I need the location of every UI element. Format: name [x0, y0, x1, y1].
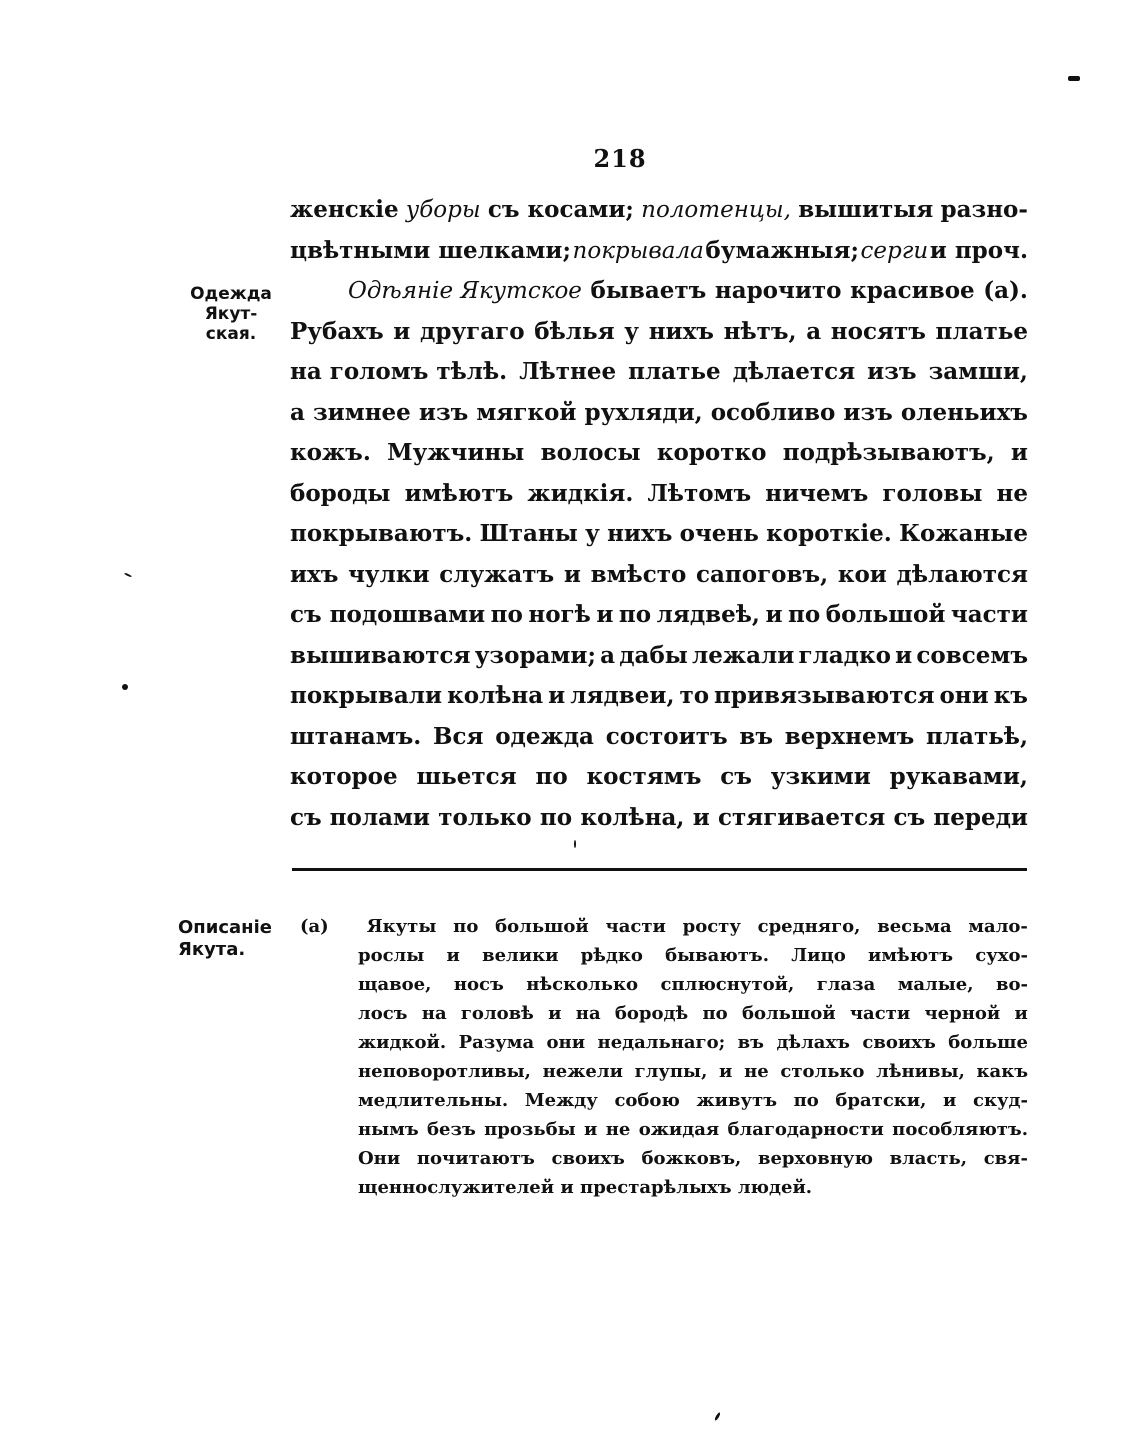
word: власть,	[889, 1148, 968, 1169]
word: по	[490, 601, 523, 628]
word: рослы	[358, 945, 425, 966]
word: вышиваются	[290, 641, 471, 669]
scan-speck	[574, 840, 576, 848]
word: больше	[948, 1032, 1028, 1053]
word: и	[692, 803, 710, 831]
word: не	[605, 1119, 631, 1140]
word: головѣ	[460, 1003, 534, 1024]
word: нѣсколько	[526, 974, 639, 995]
word: съ полами	[290, 803, 430, 831]
margin-note-line: Якута.	[178, 939, 246, 960]
word: части	[605, 916, 666, 937]
word: по	[618, 601, 652, 628]
word: кои	[837, 560, 887, 588]
main-body-text	[290, 190, 1028, 838]
word: части	[950, 601, 1028, 628]
word: очень	[679, 520, 759, 547]
word: бываетъ	[590, 277, 707, 304]
word: безъ	[427, 1119, 476, 1140]
text-line	[290, 717, 1028, 758]
word: съ	[893, 803, 926, 831]
word: на голомъ тѣлѣ.	[290, 358, 508, 385]
word: на	[421, 1003, 447, 1024]
word: большой	[741, 1003, 836, 1024]
word: Кожаные	[899, 520, 1028, 547]
word: благодарности	[727, 1119, 884, 1140]
word: колѣна,	[580, 803, 685, 831]
word: нихъ	[648, 317, 714, 345]
text-line	[290, 231, 1028, 272]
word: платье	[628, 358, 721, 385]
word: Якуты	[366, 916, 437, 937]
scan-speck	[714, 1412, 721, 1421]
word: и	[584, 1119, 598, 1140]
word: мягкой	[476, 398, 577, 426]
word: неповоротливы,	[358, 1061, 531, 1082]
word: а	[600, 641, 616, 669]
footnote-divider	[292, 868, 1027, 871]
word: бородѣ	[614, 1003, 689, 1024]
footnote-line	[300, 1144, 1028, 1173]
word: у	[624, 317, 640, 345]
word: они	[546, 1032, 586, 1053]
word: верхнемъ	[784, 722, 915, 750]
word: носъ	[453, 974, 504, 995]
word: колѣна	[447, 682, 544, 709]
footnote-line	[300, 999, 1028, 1028]
word: рѣдко	[580, 945, 643, 966]
word: замши,	[928, 358, 1028, 385]
footnote-line	[300, 970, 1028, 999]
margin-note-clothing	[186, 284, 276, 344]
word: и	[446, 945, 460, 966]
word: съ	[720, 763, 752, 790]
word: костямъ	[586, 763, 702, 790]
word: лядвеѣ,	[656, 601, 760, 628]
footnote	[300, 912, 1028, 1202]
word: и	[548, 1003, 562, 1024]
word: по	[539, 803, 573, 831]
text-line	[290, 798, 1028, 839]
word: весьма	[877, 916, 952, 937]
word: особливо	[710, 398, 836, 426]
word: престарѣлыхъ	[580, 1177, 732, 1198]
word: кожъ.	[290, 439, 371, 466]
word: гладко	[798, 641, 891, 669]
word: покрывала	[572, 237, 704, 264]
word: и	[895, 641, 913, 669]
text-line	[290, 190, 1028, 231]
word: средняго,	[757, 916, 861, 937]
footnote-line	[300, 1028, 1028, 1057]
word: переди	[933, 803, 1028, 831]
text-line	[290, 676, 1028, 717]
word: ничемъ	[765, 479, 869, 507]
text-line	[290, 352, 1028, 393]
word: верховную	[757, 1148, 873, 1169]
footnote-line	[300, 1173, 1028, 1202]
word: Лѣтомъ	[647, 479, 752, 507]
word: а	[290, 398, 305, 426]
footnote-line	[300, 1086, 1028, 1115]
word: оленьихъ	[900, 398, 1028, 426]
word: и	[719, 1061, 733, 1082]
word: уборы	[405, 197, 481, 223]
text-line	[290, 393, 1028, 434]
word: жидкія.	[527, 479, 634, 507]
footnote-line	[300, 941, 1028, 970]
word: одежда	[495, 722, 594, 750]
word: платьѣ,	[925, 722, 1028, 750]
word: лѣнивы,	[876, 1061, 965, 1082]
word: и	[560, 1177, 574, 1198]
word: не	[744, 1061, 769, 1082]
word: узорами;	[474, 641, 596, 669]
word: (а).	[983, 277, 1028, 304]
word: дѣлахъ	[776, 1032, 850, 1053]
word: щеннослужителей	[358, 1177, 555, 1198]
footnote-line	[300, 1115, 1028, 1144]
word: дѣлаются	[896, 560, 1028, 588]
word: Рубахъ	[290, 317, 384, 345]
word: нѣтъ,	[723, 317, 797, 345]
word: велики	[482, 945, 559, 966]
word: привязываются	[714, 682, 935, 709]
word: братски,	[835, 1090, 927, 1111]
word: ожидая	[638, 1119, 720, 1140]
word: покрывали	[290, 682, 443, 709]
word: божковъ,	[641, 1148, 742, 1169]
margin-note-description	[178, 917, 284, 961]
footnote-line	[300, 912, 1028, 941]
word: красивое	[850, 277, 975, 304]
word: только	[438, 803, 532, 831]
word: прозьбы	[484, 1119, 576, 1140]
word: своихъ	[862, 1032, 936, 1053]
word: дабы	[619, 641, 688, 669]
word: по	[702, 1003, 728, 1024]
word: ногѣ	[528, 601, 591, 628]
word: нарочито	[714, 277, 842, 304]
text-line	[290, 514, 1028, 555]
word: собою	[614, 1090, 680, 1111]
word: штанамъ.	[290, 722, 422, 750]
word: имѣютъ	[404, 479, 514, 507]
word: то	[679, 682, 710, 709]
word: малые,	[897, 974, 974, 995]
word: людей.	[737, 1177, 813, 1198]
word: почитаютъ	[416, 1148, 535, 1169]
word: стягивается	[718, 803, 886, 831]
word: служатъ	[439, 560, 555, 588]
word: и	[393, 317, 411, 345]
word: Лицо	[791, 945, 846, 966]
word: къ	[993, 682, 1028, 709]
word: большой	[825, 601, 946, 628]
word: бумажныя;	[705, 236, 859, 264]
word: волосы	[540, 439, 641, 466]
word: состоитъ	[605, 722, 728, 750]
word: большой	[495, 916, 589, 937]
word: лядвеи,	[570, 682, 675, 709]
word: лосъ	[358, 1003, 408, 1024]
word: недальнаго;	[597, 1032, 726, 1053]
word: и	[765, 601, 783, 628]
word: Разума	[458, 1032, 535, 1053]
word: серги	[860, 237, 929, 264]
word: росту	[682, 916, 741, 937]
margin-note-line: Якут-	[204, 304, 258, 324]
word: своихъ	[551, 1148, 625, 1169]
word: Лѣтнее	[519, 358, 617, 385]
word: подрѣзываютъ,	[782, 439, 995, 466]
word: сапоговъ,	[696, 560, 829, 588]
word: части	[849, 1003, 911, 1024]
text-line	[290, 474, 1028, 515]
word: коротко	[656, 439, 767, 466]
word: головы	[882, 479, 983, 507]
word: глупы,	[634, 1061, 708, 1082]
word: свя-	[983, 1148, 1028, 1169]
text-line	[290, 595, 1028, 636]
text-line	[290, 555, 1028, 596]
word: глаза	[816, 974, 876, 995]
word: они	[939, 682, 989, 709]
word: а	[806, 317, 822, 345]
word: и	[548, 682, 566, 709]
word: чулки	[348, 560, 430, 588]
word: живутъ	[696, 1090, 778, 1111]
word: столько	[780, 1061, 865, 1082]
word: сухо-	[975, 945, 1028, 966]
word: другаго	[420, 317, 525, 345]
scan-speck	[122, 684, 128, 690]
word: и	[596, 601, 614, 628]
word: въ	[739, 722, 773, 750]
word: изъ	[418, 398, 469, 426]
text-line	[290, 312, 1028, 353]
word: съ подошвами	[290, 601, 486, 628]
word: жидкой.	[358, 1032, 447, 1053]
word: съ косами;	[487, 196, 634, 223]
word: по	[535, 763, 568, 790]
word: покрываютъ.	[290, 520, 473, 547]
word: бываютъ.	[665, 945, 769, 966]
word: короткіе.	[766, 520, 892, 547]
word: во-	[995, 974, 1028, 995]
word: Между	[524, 1090, 598, 1111]
word: скуд-	[972, 1090, 1028, 1111]
word: и	[563, 560, 581, 588]
word: платье	[935, 317, 1028, 345]
word: Они	[358, 1148, 401, 1169]
word: зимнее	[312, 398, 411, 426]
word: сплюснутой,	[660, 974, 795, 995]
word: по	[788, 601, 821, 628]
word: щавое,	[358, 974, 432, 995]
text-line	[290, 433, 1028, 474]
scan-speck	[1068, 76, 1080, 81]
word: рукавами,	[889, 763, 1028, 790]
word: пособляютъ.	[892, 1119, 1028, 1140]
text-line	[290, 636, 1028, 677]
word: ихъ	[290, 560, 339, 588]
word: имѣютъ	[867, 945, 954, 966]
word: черной	[924, 1003, 1001, 1024]
word: разно-	[940, 196, 1028, 223]
word: рухляди,	[584, 398, 703, 426]
word: совсемъ	[916, 641, 1028, 669]
page-number: 218	[593, 144, 647, 173]
word: и	[1010, 439, 1028, 466]
text-line	[290, 271, 1028, 312]
word: которое	[290, 763, 398, 790]
word: изъ	[867, 358, 917, 385]
word: изъ	[843, 398, 893, 426]
margin-note-line: Описаніе	[178, 917, 272, 938]
word: медлительны.	[358, 1090, 509, 1111]
word: бороды	[290, 479, 391, 507]
word: нымъ	[358, 1119, 419, 1140]
word: дѣлается	[732, 358, 856, 385]
word: по	[453, 916, 479, 937]
word: въ	[737, 1032, 764, 1053]
word: женскіе	[290, 196, 399, 223]
word: цвѣтными шелками;	[290, 236, 571, 264]
word: и проч.	[929, 236, 1028, 264]
word: нежели	[542, 1061, 623, 1082]
footnote-marker: (а)	[300, 916, 329, 937]
word: полотенцы,	[641, 197, 791, 223]
word: вышитыя	[798, 196, 934, 223]
scan-speck	[124, 572, 132, 577]
word: не	[996, 479, 1028, 507]
word: узкими	[770, 763, 871, 790]
margin-note-line: Одежда	[190, 284, 272, 304]
word: мало-	[968, 916, 1028, 937]
text-line	[290, 757, 1028, 798]
word: шьется	[416, 763, 517, 790]
word: у	[585, 520, 600, 547]
word: Вся	[433, 722, 484, 750]
word: вмѣсто	[590, 560, 687, 588]
word: и	[1014, 1003, 1028, 1024]
word: нихъ	[607, 520, 673, 547]
word: Штаны	[479, 520, 578, 547]
word: носятъ	[830, 317, 926, 345]
footnote-line	[300, 1057, 1028, 1086]
word: какъ	[976, 1061, 1028, 1082]
word: и	[943, 1090, 957, 1111]
word: лежали	[692, 641, 795, 669]
word: на	[575, 1003, 601, 1024]
word: Одѣяніе Якутское	[348, 278, 582, 304]
word: по	[793, 1090, 819, 1111]
margin-note-line: ская.	[205, 324, 257, 344]
word: Мужчины	[387, 439, 525, 466]
word: бѣлья	[534, 317, 615, 345]
